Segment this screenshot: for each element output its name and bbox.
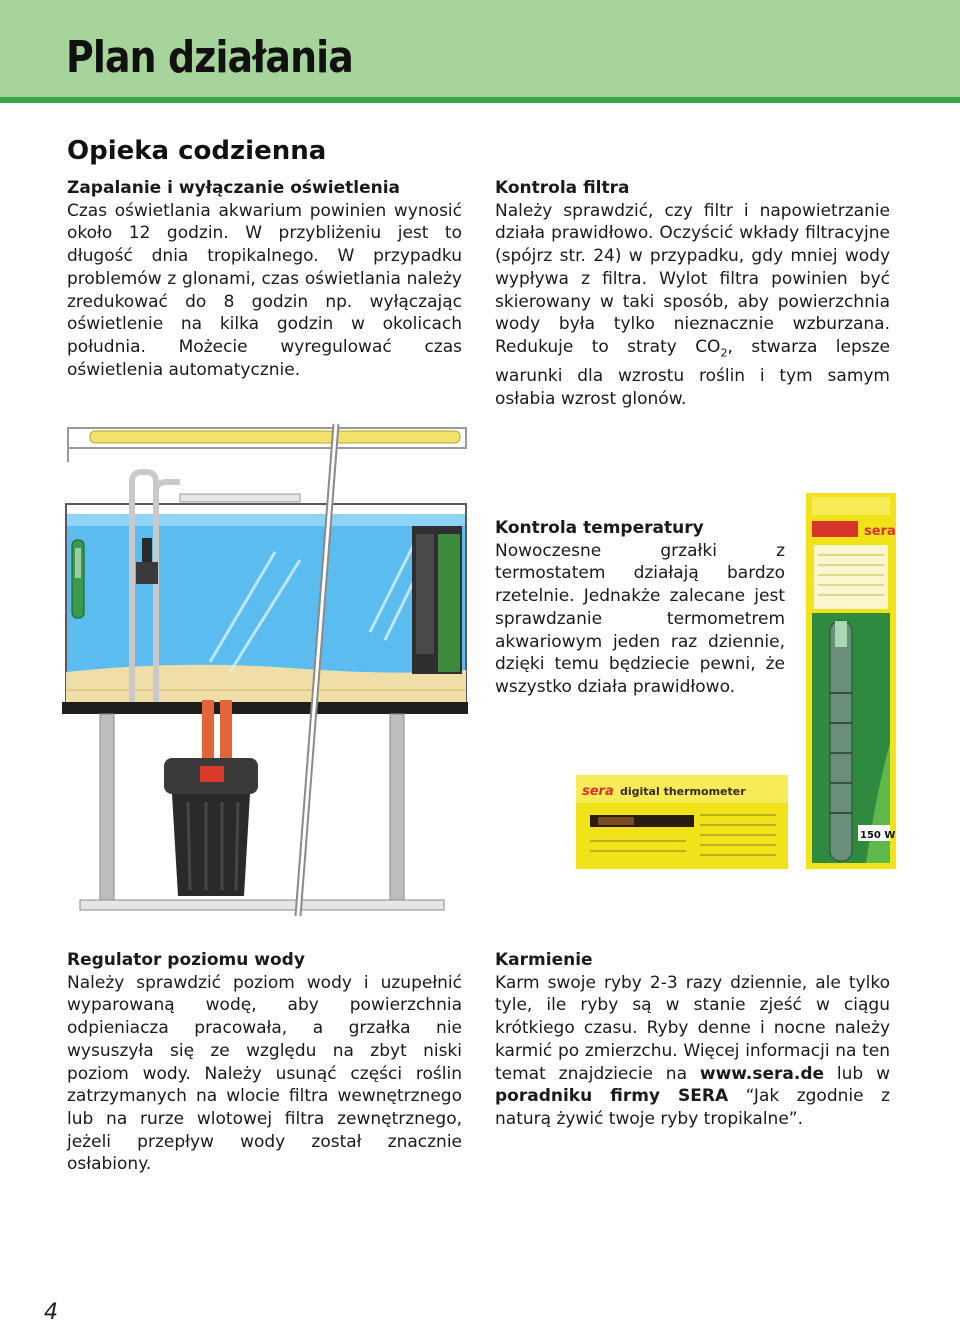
water-level-section xyxy=(67,949,462,1176)
feeding-text-part2: lub w xyxy=(824,1063,891,1084)
header-rule xyxy=(0,97,960,103)
filter-section xyxy=(495,177,890,410)
section-title: Opieka codzienna xyxy=(67,136,327,166)
lighting-section xyxy=(67,177,462,381)
temperature-heading: Kontrola temperatury xyxy=(495,518,704,538)
temperature-section xyxy=(495,517,785,699)
feeding-text xyxy=(495,972,890,1131)
filter-text-part2: , stwarza lepsze warunki dla wzrostu roślin i tym samym osłabia wzrost glonów. xyxy=(495,336,890,409)
heater-package-image xyxy=(806,493,896,869)
page-title: Plan działania xyxy=(66,32,353,83)
feeding-text-part1: Karm swoje ryby 2-3 razy dziennie, ale tylko tyle, ile ryby są w stanie zjeść w ciągu krótkiego czasu. Ryby denne i nocne należy karmić po zmierzchu. Więcej informacji na ten temat znajdziecie na xyxy=(495,972,890,1084)
lighting-text: Czas oświetlania akwarium powinien wynosić około 12 godzin. W przybliżeniu jest to długość dnia tropikalnego. W przypadku problemów z glonami, czas oświetlania należy zredukować do 8 godzin np. wyłączając oświetlenie na kilka godzin w okolicach południa. Możecie wyregulować czas oświetlenia automatycznie. xyxy=(67,200,462,380)
heater-wattage-text: 150 W xyxy=(860,830,896,841)
feeding-heading: Karmienie xyxy=(495,950,593,970)
heater-brand-text: sera xyxy=(864,524,896,539)
feeding-section xyxy=(495,949,890,1131)
co2-subscript: 2 xyxy=(720,346,728,360)
water-level-text: Należy sprawdzić poziom wody i uzupełnić wyparowaną wodę, aby powierzchnia odpieniacza pracowała, a grzałka nie wysuszyła się ze względu na zbyt niski poziom wody. Należy usunąć części roślin zatrzymanych na wlocie filtra wewnętrznego lub na rurze wlotowej filtra zewnętrznego, jeżeli przepływ wody został znacznie osłabiony. xyxy=(67,972,462,1175)
sera-website-link[interactable]: www.sera.de xyxy=(699,1063,825,1084)
filter-text xyxy=(495,200,890,411)
feeding-text-part3: “Jak zgodnie z naturą żywić twoje ryby tropikalne”. xyxy=(495,1086,890,1129)
aquarium-illustration xyxy=(60,422,472,918)
temperature-text: Nowoczesne grzałki z termostatem działają bardzo rzetelnie. Jednakże zalecane jest sprawdzanie termometrem akwariowym jeden raz dziennie, dzięki temu będziecie pewni, że wszystko działa prawidłowo. xyxy=(495,540,785,697)
sera-guide-name: poradniku firmy SERA xyxy=(495,1086,729,1107)
page-number: 4 xyxy=(44,1300,58,1325)
filter-heading: Kontrola filtra xyxy=(495,178,630,198)
lighting-heading: Zapalanie i wyłączanie oświetlenia xyxy=(67,178,400,198)
thermometer-label-text: digital thermometer xyxy=(620,785,746,798)
water-level-heading: Regulator poziomu wody xyxy=(67,950,305,970)
thermometer-brand-text: sera xyxy=(582,784,614,799)
thermometer-package-image xyxy=(576,775,788,869)
filter-text-part1: Należy sprawdzić, czy filtr i napowietrzanie działa prawidłowo. Oczyścić wkłady filtracyjne (spójrz str. 24) w przypadku, gdy mniej wody wypływa z filtra. Wylot filtra powinien być skierowany w taki sposób, aby powierzchnia wody była tylko nieznacznie wzburzana. Redukuje to straty CO xyxy=(495,200,890,357)
